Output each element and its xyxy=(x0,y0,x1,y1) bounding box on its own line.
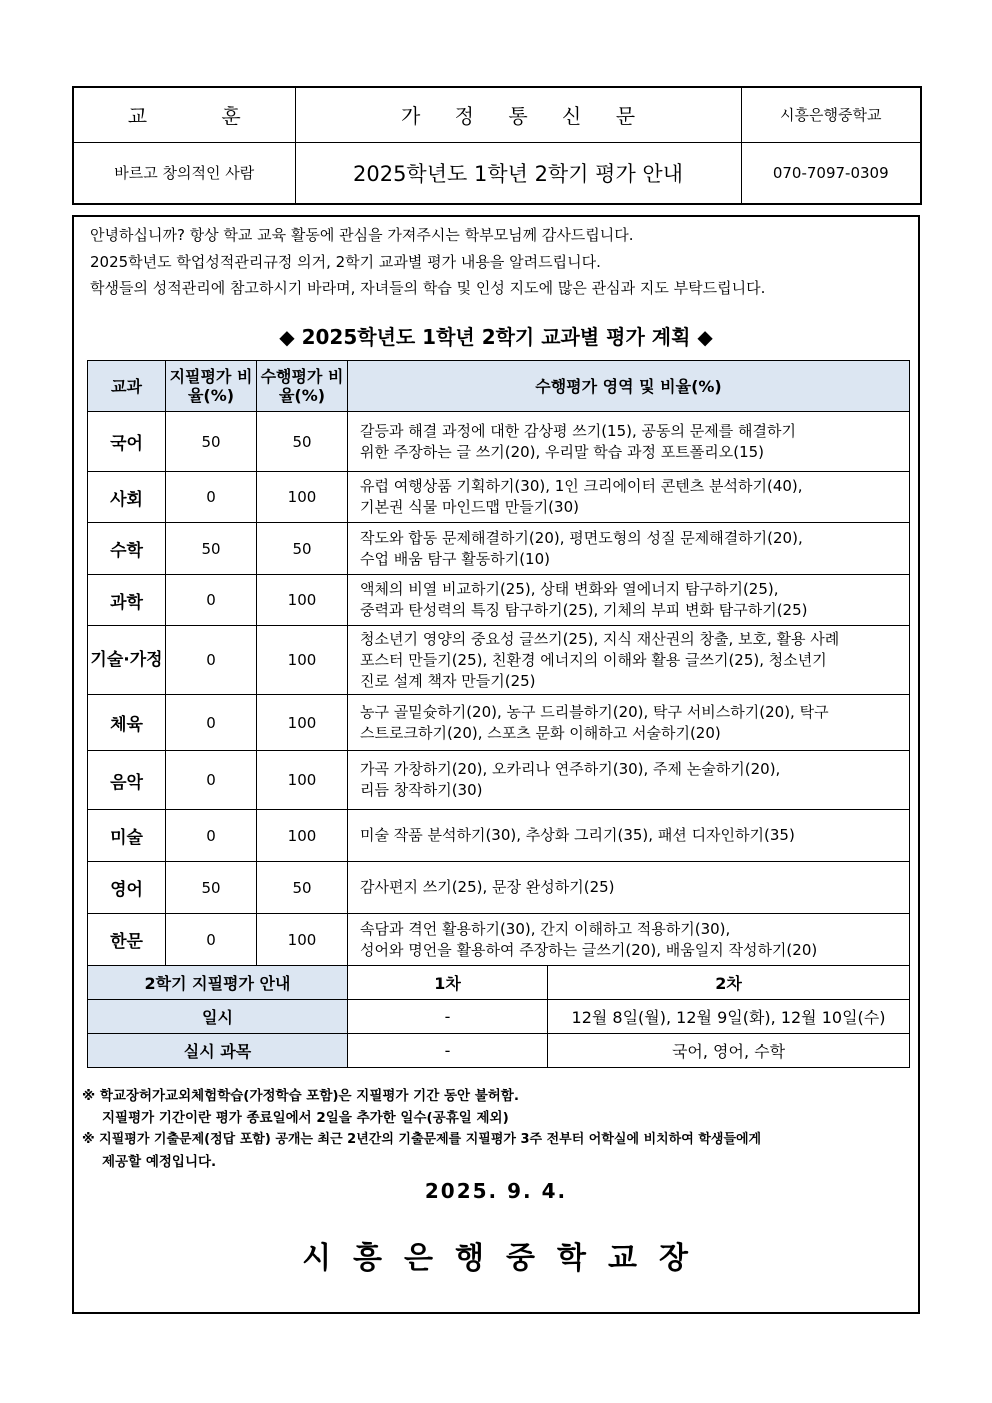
subject-name: 수학 xyxy=(88,523,166,575)
area-line: 미술 작품 분석하기(30), 추상화 그리기(35), 패션 디자인하기(35) xyxy=(360,826,795,844)
table-row xyxy=(88,626,910,695)
performance-ratio: 50 xyxy=(257,862,348,914)
table-row xyxy=(88,914,910,966)
header-written-ratio: 지필평가 비율(%) xyxy=(166,361,257,412)
area-line: 갈등과 해결 과정에 대한 감상평 쓰기(15), 공동의 문제를 해결하기 xyxy=(360,421,796,440)
performance-areas xyxy=(348,523,910,575)
area-line: 진로 설계 책자 만들기(25) xyxy=(360,671,536,690)
area-line: 농구 골밑슛하기(20), 농구 드리블하기(20), 탁구 서비스하기(20), 탁구 xyxy=(360,702,829,721)
second-exam-label: 2차 xyxy=(548,966,910,1000)
note-line-2: 지필평가 기간이란 평가 종료일에서 2일을 추가한 일수(공휴일 제외) xyxy=(102,1110,509,1126)
performance-ratio: 100 xyxy=(257,914,348,966)
subject-name: 영어 xyxy=(88,862,166,914)
written-ratio: 50 xyxy=(166,412,257,472)
exam-date-row xyxy=(88,1000,910,1034)
performance-ratio: 100 xyxy=(257,575,348,626)
newsletter-label: 가 정 통 신 문 xyxy=(295,87,741,142)
area-line: 성어와 명언을 활용하여 주장하는 글쓰기(20), 배움일지 작성하기(20) xyxy=(360,940,818,959)
note-line-4: 제공할 예정입니다. xyxy=(102,1154,217,1170)
principal-signature: 시흥은행중학교장 xyxy=(302,1241,710,1276)
subject-name: 체육 xyxy=(88,695,166,751)
header-performance-areas: 수행평가 영역 및 비율(%) xyxy=(348,361,910,412)
area-line: 액체의 비열 비교하기(25), 상태 변화와 열에너지 탐구하기(25), xyxy=(360,580,779,598)
performance-ratio: 100 xyxy=(257,810,348,862)
performance-ratio: 50 xyxy=(257,523,348,575)
school-name: 시흥은행중학교 xyxy=(741,87,921,142)
exam-subjects-label: 실시 과목 xyxy=(88,1034,348,1068)
performance-ratio: 100 xyxy=(257,751,348,810)
performance-areas xyxy=(348,412,910,472)
area-line: 작도와 합동 문제해결하기(20), 평면도형의 성질 문제해결하기(20), xyxy=(360,528,803,547)
intro-line-2: 2025학년도 학업성적관리규정 의거, 2학기 교과별 평가 내용을 알려드립니다. xyxy=(90,253,601,271)
table-row xyxy=(88,523,910,575)
performance-ratio: 100 xyxy=(257,626,348,695)
exam-guide-label: 2학기 지필평가 안내 xyxy=(88,966,348,1000)
performance-ratio: 100 xyxy=(257,472,348,523)
area-line: 스트로크하기(20), 스포츠 문화 이해하고 서술하기(20) xyxy=(360,723,721,742)
table-row xyxy=(88,412,910,472)
second-exam-date: 12월 8일(월), 12월 9일(화), 12월 10일(수) xyxy=(548,1000,910,1034)
performance-ratio: 50 xyxy=(257,412,348,472)
performance-ratio: 100 xyxy=(257,695,348,751)
area-line: 감사편지 쓰기(25), 문장 완성하기(25) xyxy=(360,878,615,896)
first-exam-date: - xyxy=(348,1000,548,1034)
subject-name: 미술 xyxy=(88,810,166,862)
written-ratio: 0 xyxy=(166,810,257,862)
subject-name: 국어 xyxy=(88,412,166,472)
performance-areas xyxy=(348,472,910,523)
written-ratio: 0 xyxy=(166,695,257,751)
evaluation-table xyxy=(87,360,910,1068)
area-line: 중력과 탄성력의 특징 탐구하기(25), 기체의 부피 변화 탐구하기(25) xyxy=(360,601,808,619)
table-row xyxy=(88,472,910,523)
table-row xyxy=(88,695,910,751)
performance-areas xyxy=(348,914,910,966)
motto-label: 교 훈 xyxy=(73,87,295,142)
table-row xyxy=(88,575,910,626)
table-row xyxy=(88,751,910,810)
intro-line-3: 학생들의 성적관리에 참고하시기 바라며, 자녀들의 학습 및 인성 지도에 많은 관심과 지도 부탁드립니다. xyxy=(90,279,766,297)
phone-number: 070-7097-0309 xyxy=(741,142,921,204)
header-subject: 교과 xyxy=(88,361,166,412)
header-table xyxy=(72,86,922,205)
written-ratio: 0 xyxy=(166,575,257,626)
area-line: 속담과 격언 활용하기(30), 간지 이해하고 적용하기(30), xyxy=(360,919,731,938)
area-line: 가곡 가창하기(20), 오카리나 연주하기(30), 주제 논술하기(20), xyxy=(360,760,781,778)
written-ratio: 0 xyxy=(166,751,257,810)
note-line-1: ※ 학교장허가교외체험학습(가정학습 포함)은 지필평가 기간 동안 불허함. xyxy=(82,1088,519,1104)
issue-date: 2025. 9. 4. xyxy=(424,1179,568,1203)
first-exam-label: 1차 xyxy=(348,966,548,1000)
subject-name: 음악 xyxy=(88,751,166,810)
intro-line-1: 안녕하십니까? 항상 학교 교육 활동에 관심을 가져주시는 학부모님께 감사드립니다. xyxy=(90,226,634,244)
document-title: 2025학년도 1학년 2학기 평가 안내 xyxy=(295,142,741,204)
second-exam-subjects: 국어, 영어, 수학 xyxy=(548,1034,910,1068)
exam-date-label: 일시 xyxy=(88,1000,348,1034)
written-ratio: 0 xyxy=(166,472,257,523)
area-line: 포스터 만들기(25), 친환경 에너지의 이해와 활용 글쓰기(25), 청소년기 xyxy=(360,650,827,669)
performance-areas xyxy=(348,862,910,914)
note-line-3: ※ 지필평가 기출문제(정답 포함) 공개는 최근 2년간의 기출문제를 지필평가 3주 전부터 어학실에 비치하여 학생들에게 xyxy=(82,1132,762,1147)
area-line: 청소년기 영양의 중요성 글쓰기(25), 지식 재산권의 창출, 보호, 활용 사례 xyxy=(360,629,840,648)
performance-areas xyxy=(348,810,910,862)
area-line: 유럽 여행상품 기획하기(30), 1인 크리에이터 콘텐츠 분석하기(40), xyxy=(360,477,803,495)
subject-name: 과학 xyxy=(88,575,166,626)
written-ratio: 0 xyxy=(166,914,257,966)
subject-name: 사회 xyxy=(88,472,166,523)
table-row xyxy=(88,862,910,914)
plan-title: ◆ 2025학년도 1학년 2학기 교과별 평가 계획 ◆ xyxy=(279,325,713,349)
area-line: 위한 주장하는 글 쓰기(20), 우리말 학습 과정 포트폴리오(15) xyxy=(360,442,765,461)
area-line: 리듬 창작하기(30) xyxy=(360,781,483,799)
first-exam-subjects: - xyxy=(348,1034,548,1068)
written-ratio: 50 xyxy=(166,523,257,575)
performance-areas xyxy=(348,751,910,810)
content-frame xyxy=(72,215,920,1314)
school-motto: 바르고 창의적인 사람 xyxy=(73,142,295,204)
performance-areas xyxy=(348,695,910,751)
area-line: 기본권 식물 마인드맵 만들기(30) xyxy=(360,498,579,516)
header-performance-ratio: 수행평가 비율(%) xyxy=(257,361,348,412)
exam-subjects-row xyxy=(88,1034,910,1068)
written-ratio: 0 xyxy=(166,626,257,695)
subject-name: 한문 xyxy=(88,914,166,966)
area-line: 수업 배움 탐구 활동하기(10) xyxy=(360,549,550,568)
performance-areas xyxy=(348,575,910,626)
exam-guide-header-row xyxy=(88,966,910,1000)
table-row xyxy=(88,810,910,862)
table-header-row xyxy=(88,361,910,412)
subject-name: 기술·가정 xyxy=(88,626,166,695)
performance-areas xyxy=(348,626,910,695)
written-ratio: 50 xyxy=(166,862,257,914)
